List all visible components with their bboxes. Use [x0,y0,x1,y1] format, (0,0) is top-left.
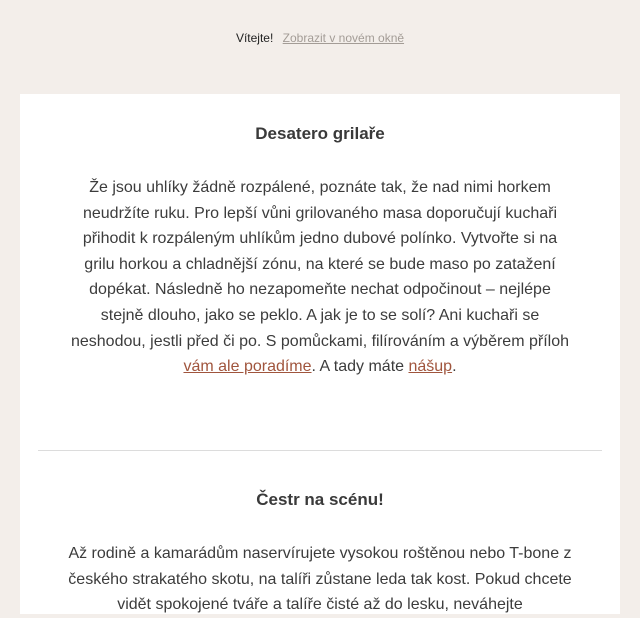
greeting-text: Vítejte! [235,31,274,45]
preheader [0,31,640,45]
advice-link[interactable]: vám ale poradíme [183,358,312,376]
article-body: Až rodině a kamarádům naservírujete vysokou roštěnou nebo T-bone z českého strakatého skotu, na talíři zůstane leda tak kost. Pokud chcete vidět spokojené tváře a talíře čisté až do lesku, neváhejte [68,545,572,614]
article-section [20,490,620,618]
view-in-browser-link[interactable]: Zobrazit v novém okně [282,31,405,45]
article-title: Čestr na scénu! [256,490,384,509]
article-body-text: Že jsou uhlíky žádně rozpálené, poznáte tak, že nad nimi horkem neudržíte ruku. Pro lepší vůni grilovaného masa doporučují kuchaři přihodit k rozpáleným uhlíkům jedno dubové polínko. Vytvořte si na grilu horkou a chladnější zónu, na které se bude maso po zatažení dopékat. Následně ho nezapomeňte nechat odpočinout – nejlépe stejně dlouho, jako se peklo. A jak je to se solí? Ani kuchaři se neshodou, jestli před či po. S pomůckami, filírováním a výběrem příloh [70,179,569,350]
newsletter-card [20,94,620,614]
more-link[interactable]: nášup [408,358,453,376]
section-divider [38,450,602,451]
article-title: Desatero grilaře [255,124,385,143]
article-body-middle: . A tady máte [311,358,409,376]
article-section [20,124,620,380]
article-body [68,175,573,380]
article-body-end: . [452,358,457,376]
